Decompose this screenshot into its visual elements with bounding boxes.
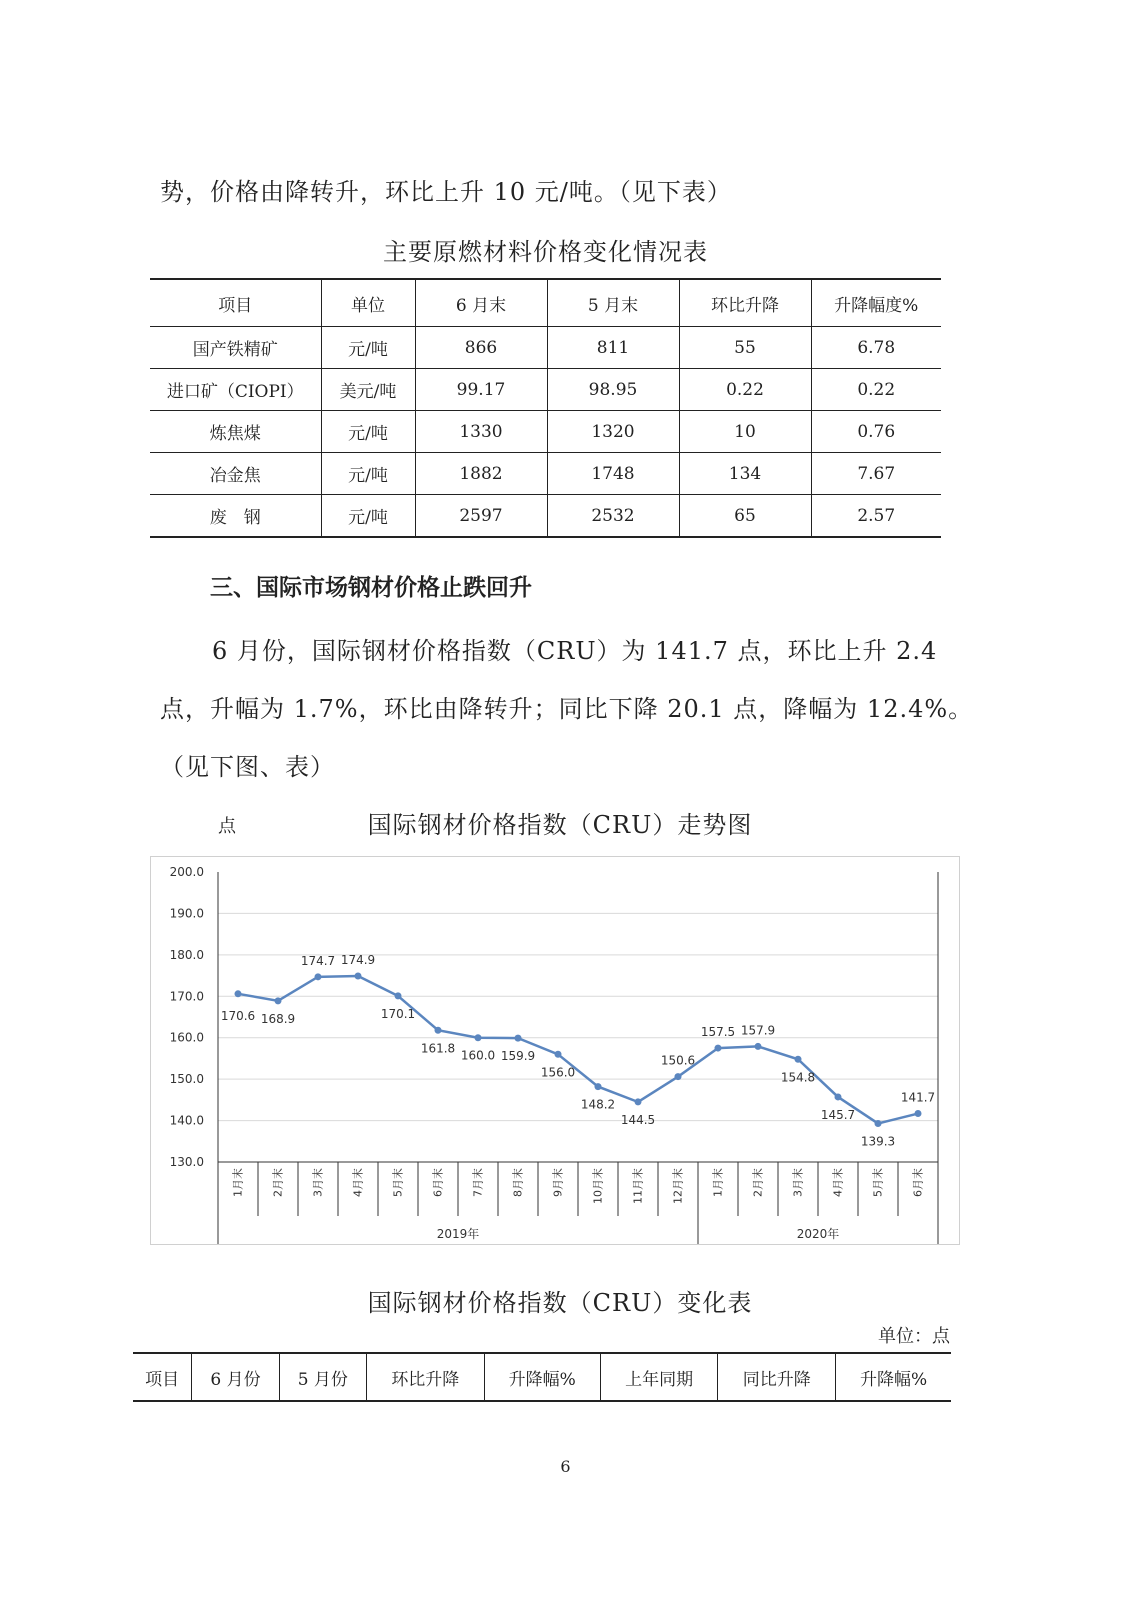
page-number: 6 [560,1457,571,1476]
data-label: 141.7 [900,1090,936,1105]
cell: 2532 [547,495,679,538]
raw-materials-price-table [150,278,941,538]
data-point [675,1073,682,1080]
y-tick-label: 160.0 [169,1030,204,1045]
x-tick-label: 12月末 [671,1168,685,1204]
data-label: 170.1 [380,1006,416,1021]
cell: 炼焦煤 [150,411,321,453]
chart-y-unit: 点 [218,816,236,837]
table-header-row [150,279,941,327]
cell: 0.22 [811,369,941,411]
data-point [355,972,362,979]
data-point [515,1035,522,1042]
data-label: 174.7 [300,953,336,968]
cell: 10 [679,411,811,453]
col-header: 升降幅% [836,1353,951,1401]
col-header: 上年同期 [600,1353,718,1401]
col-header: 升降幅度% [811,279,941,327]
cell: 冶金焦 [150,453,321,495]
y-tick-label: 200.0 [169,865,204,879]
table2-caption: 国际钢材价格指数（CRU）变化表 [367,1289,753,1317]
x-tick-label: 6月末 [431,1168,445,1197]
cell: 元/吨 [321,453,415,495]
cell: 811 [547,327,679,369]
x-tick-label: 1月末 [231,1168,245,1197]
col-header: 环比升降 [679,279,811,327]
col-header: 6 月份 [192,1353,279,1401]
data-point [835,1093,842,1100]
y-tick-label: 180.0 [169,947,204,962]
data-point [235,990,242,997]
data-label: 157.5 [700,1025,736,1040]
cell: 98.95 [547,369,679,411]
cell: 1330 [415,411,547,453]
table-header-row [133,1353,951,1401]
table-row [150,411,941,453]
cell: 进口矿（CIOPI） [150,369,321,411]
cell: 2597 [415,495,547,538]
intro-line: 势，价格由降转升，环比上升 10 元/吨。（见下表） [160,178,732,206]
data-point [435,1027,442,1034]
data-label: 159.9 [500,1049,536,1064]
cell: 元/吨 [321,411,415,453]
data-point [395,992,402,999]
table1-caption: 主要原燃材料价格变化情况表 [383,238,708,266]
x-tick-label: 1月末 [711,1168,725,1197]
data-label: 174.9 [340,952,376,967]
y-tick-label: 130.0 [169,1155,204,1169]
data-label: 154.8 [780,1070,816,1085]
col-header: 单位 [321,279,415,327]
x-tick-label: 11月末 [631,1168,645,1204]
cell: 1882 [415,453,547,495]
data-label: 139.3 [860,1134,896,1149]
x-tick-label: 4月末 [351,1168,365,1197]
x-tick-label: 7月末 [471,1168,485,1197]
paragraph-line-2: 点，升幅为 1.7%，环比由降转升；同比下降 20.1 点，降幅为 12.4%。 [160,695,974,723]
data-point [555,1051,562,1058]
x-tick-label: 8月末 [511,1168,525,1197]
cell: 元/吨 [321,495,415,538]
x-tick-label: 6月末 [911,1168,925,1197]
paragraph-line-3: （见下图、表） [160,753,335,781]
cell: 美元/吨 [321,369,415,411]
data-label: 160.0 [460,1048,496,1063]
data-label: 168.9 [260,1011,296,1026]
col-header: 5 月末 [547,279,679,327]
data-point [475,1034,482,1041]
group-label: 2020年 [796,1227,840,1241]
chart-title: 国际钢材价格指数（CRU）走势图 [367,811,753,839]
x-tick-label: 9月末 [551,1168,565,1197]
data-point [795,1056,802,1063]
data-point [635,1098,642,1105]
table-row [150,369,941,411]
cell: 65 [679,495,811,538]
data-point [595,1083,602,1090]
paragraph-line-1: 6 月份，国际钢材价格指数（CRU）为 141.7 点，环比上升 2.4 [212,637,938,665]
cell: 6.78 [811,327,941,369]
x-tick-label: 4月末 [831,1168,845,1197]
data-label: 144.5 [620,1112,656,1127]
data-label: 150.6 [660,1053,696,1068]
cru-change-table [133,1352,951,1402]
x-tick-label: 2月末 [751,1168,765,1197]
table-row [150,453,941,495]
data-point [875,1120,882,1127]
cell: 866 [415,327,547,369]
x-tick-label: 2月末 [271,1168,285,1197]
cell: 1748 [547,453,679,495]
x-tick-label: 10月末 [591,1168,605,1204]
col-header: 项目 [133,1353,192,1401]
col-header: 5 月份 [279,1353,366,1401]
section-heading: 三、国际市场钢材价格止跌回升 [210,575,532,601]
cell: 2.57 [811,495,941,538]
cell: 元/吨 [321,327,415,369]
data-label: 148.2 [580,1097,616,1112]
x-tick-label: 3月末 [311,1168,325,1197]
cell: 134 [679,453,811,495]
col-header: 环比升降 [367,1353,485,1401]
data-point [275,997,282,1004]
data-label: 145.7 [820,1107,856,1122]
table-row [150,495,941,538]
data-label: 157.9 [740,1023,776,1038]
cell: 0.22 [679,369,811,411]
y-tick-label: 150.0 [169,1072,204,1087]
table-row [150,327,941,369]
cell: 0.76 [811,411,941,453]
group-label: 2019年 [436,1227,480,1241]
y-tick-label: 190.0 [169,906,204,921]
col-header: 同比升降 [718,1353,836,1401]
cell: 99.17 [415,369,547,411]
y-tick-label: 140.0 [169,1113,204,1128]
data-point [755,1043,762,1050]
x-tick-label: 5月末 [391,1168,405,1197]
col-header: 6 月末 [415,279,547,327]
data-point [915,1110,922,1117]
cell: 国产铁精矿 [150,327,321,369]
data-label: 161.8 [420,1041,456,1056]
data-point [715,1045,722,1052]
cell: 废 钢 [150,495,321,538]
data-label: 170.6 [220,1008,256,1023]
cell: 55 [679,327,811,369]
y-tick-label: 170.0 [169,989,204,1004]
cru-line-chart [150,856,960,1251]
data-point [315,973,322,980]
data-label: 156.0 [540,1065,576,1080]
x-tick-label: 5月末 [871,1168,885,1197]
col-header: 项目 [150,279,321,327]
col-header: 升降幅% [484,1353,600,1401]
cell: 1320 [547,411,679,453]
cell: 7.67 [811,453,941,495]
table2-unit: 单位：点 [878,1326,950,1347]
x-tick-label: 3月末 [791,1168,805,1197]
